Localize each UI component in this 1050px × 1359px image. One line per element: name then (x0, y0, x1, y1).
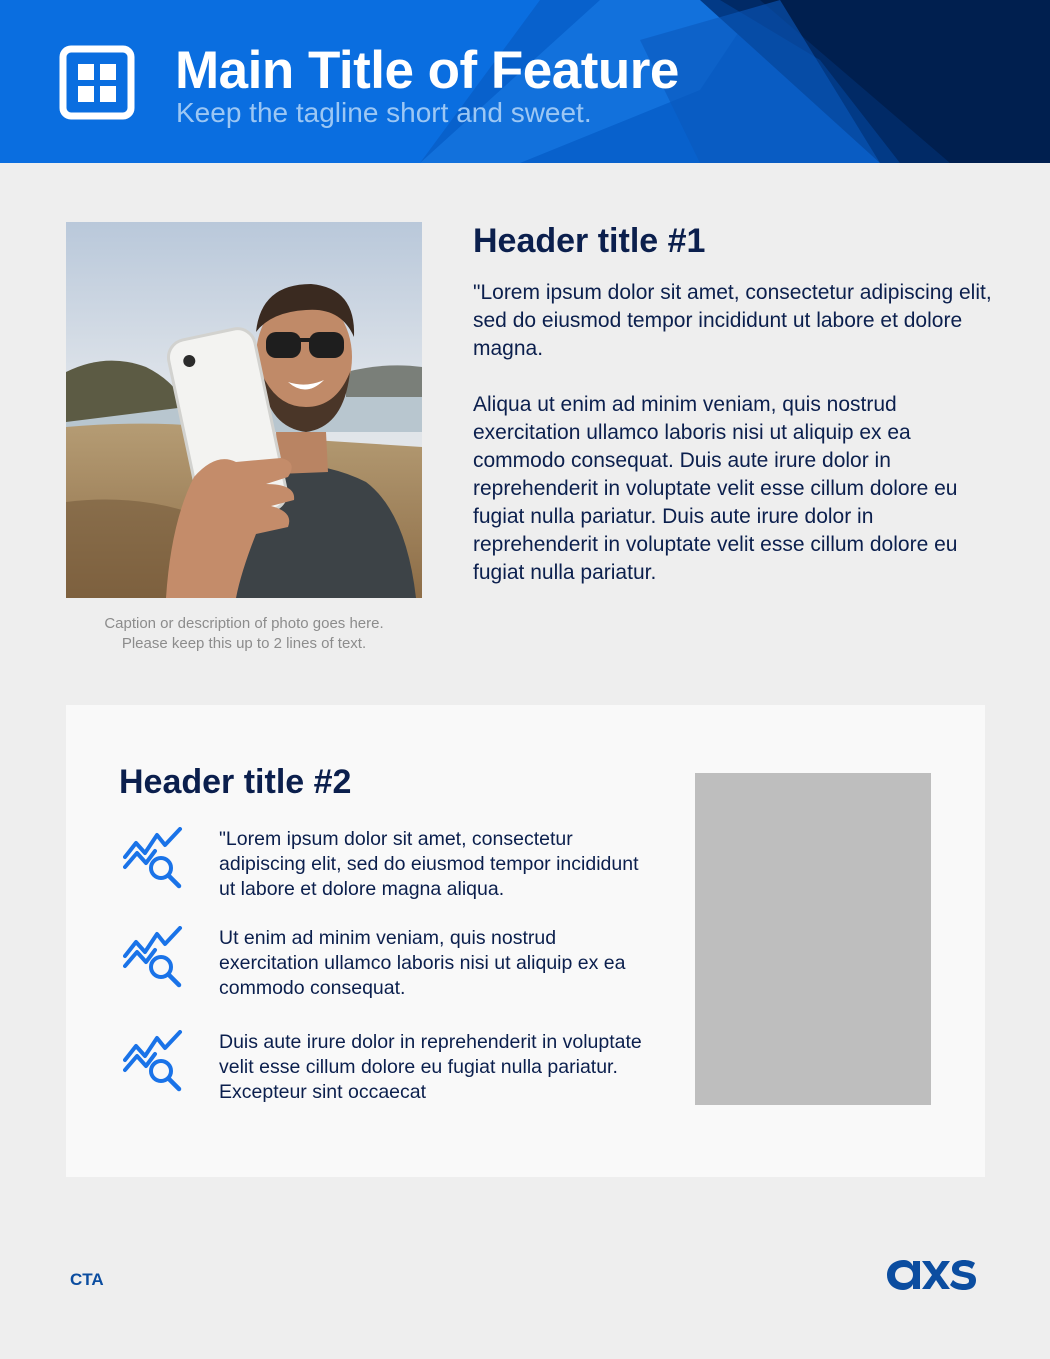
grid-window-icon (59, 45, 135, 120)
section-2-card (66, 705, 985, 1177)
section-1-header: Header title #1 (473, 222, 706, 260)
list-item-text: Duis aute irure dolor in reprehenderit in voluptate velit esse cillum dolore eu fugiat nulla pariatur. Excepteur sint occaecat (219, 1031, 642, 1103)
section-1-paragraph-1: "Lorem ipsum dolor sit amet, consectetur adipiscing elit, sed do eiusmod tempor incididunt ut labore et dolore magna. (473, 281, 992, 360)
header-banner (0, 0, 1050, 163)
photo-caption (66, 614, 422, 654)
list-item-text: Ut enim ad minim veniam, quis nostrud exercitation ullamco laboris nisi ut aliquip ex ea commodo consequat. (219, 927, 626, 999)
caption-line-2: Please keep this up to 2 lines of text. (121, 635, 367, 652)
page-title: Main Title of Feature (175, 41, 679, 100)
image-placeholder (695, 773, 931, 1105)
list-item-text: "Lorem ipsum dolor sit amet, consectetur adipiscing elit, sed do eiusmod tempor incididunt ut labore et dolore magna aliqua. (219, 828, 639, 900)
axs-logo (884, 1248, 978, 1297)
chart-search-icon (123, 1030, 183, 1092)
chart-search-icon (123, 827, 183, 889)
page-tagline: Keep the tagline short and sweet. (176, 97, 592, 128)
chart-search-icon (123, 926, 183, 988)
cta-link[interactable]: CTA (70, 1270, 104, 1289)
section-1-paragraph-2: Aliqua ut enim ad minim veniam, quis nostrud exercitation ullamco laboris nisi ut aliquip ex ea commodo consequat. Duis aute irure dolor in reprehenderit in voluptate velit esse cillum dolore eu fugiat nulla pariatur. Duis aute irure dolor in reprehenderit in voluptate velit esse cillum dolore eu fugiat nulla pariatur. (473, 393, 958, 584)
photo-man-taking-selfie (66, 222, 422, 598)
section-2-header: Header title #2 (119, 763, 352, 801)
section-1-body (473, 279, 993, 587)
caption-line-1: Caption or description of photo goes here. (104, 615, 384, 632)
